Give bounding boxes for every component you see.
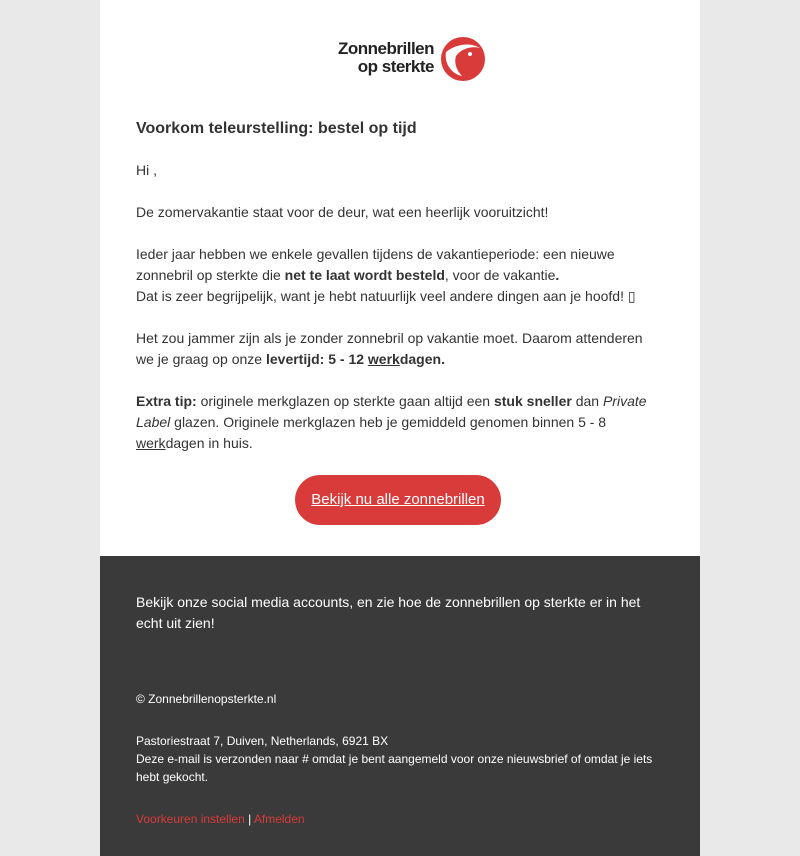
text-segment: Het zou jammer zijn als je zonder zonnebril op vakantie moet. Daarom attenderen we je graag op onze (136, 330, 643, 367)
preferences-link[interactable]: Voorkeuren instellen (136, 812, 245, 826)
view-all-sunglasses-button[interactable]: Bekijk nu alle zonnebrillen (295, 475, 500, 525)
paragraph-extra-tip (136, 391, 660, 454)
underlined-text: werk (367, 351, 400, 367)
paragraph-intro: De zomervakantie staat voor de deur, wat een heerlijk vooruitzicht! (136, 204, 549, 220)
logo-text (316, 40, 434, 76)
logo-line-2: op sterkte (357, 57, 434, 76)
emoji-icon: ▯ (627, 288, 636, 304)
logo-line-1: Zonnebrillen (338, 39, 434, 58)
bold-text: dagen. (399, 351, 445, 367)
social-media-text: Bekijk onze social media accounts, en zie hoe de zonnebrillen op sterkte er in het echt uit zien! (136, 594, 641, 631)
footer-content (136, 592, 660, 828)
bold-text: Extra tip: (136, 393, 197, 409)
bold-text: net te laat wordt besteld (284, 267, 445, 283)
greeting: Hi , (136, 162, 157, 178)
text-segment: Ieder jaar hebben we enkele gevallen tijdens de vakantieperiode: een nieuwe zonnebril op sterkte die (136, 246, 615, 283)
link-separator: | (244, 812, 254, 826)
paragraph-delivery-time (136, 328, 660, 370)
text-segment: originele merkglazen op sterkte gaan altijd een (196, 393, 494, 409)
email-container (100, 0, 700, 856)
text-segment: dan (571, 393, 603, 409)
unsubscribe-link[interactable]: Afmelden (253, 812, 305, 826)
bold-text: levertijd: 5 - 12 (265, 351, 368, 367)
email-content (136, 118, 660, 525)
bold-text: . (555, 267, 560, 283)
paragraph-late-orders (136, 244, 660, 307)
underlined-text: werk (136, 435, 166, 451)
email-title: Voorkom teleurstelling: bestel op tijd (136, 120, 417, 137)
text-segment: Dat is zeer begrijpelijk, want je hebt natuurlijk veel andere dingen aan je hoofd! (136, 288, 628, 304)
italic-text: Private Label (136, 393, 647, 430)
copyright-text: © Zonnebrillenopsterkte.nl (136, 692, 277, 706)
spacer (136, 708, 660, 732)
bold-text: stuk sneller (493, 393, 572, 409)
company-address: Pastoriestraat 7, Duiven, Netherlands, 6921 BX (136, 734, 389, 748)
text-segment: glazen. Originele merkglazen heb je gemiddeld genomen binnen 5 - 8 (170, 414, 607, 430)
text-segment: dagen in huis. (165, 435, 253, 451)
subscription-notice: Deze e-mail is verzonden naar # omdat je bent aangemeld voor onze nieuwsbrief of omdat je iets hebt gekocht. (136, 752, 653, 784)
sun-logo-icon (438, 36, 486, 82)
email-body (100, 0, 700, 556)
brand-logo[interactable] (316, 36, 486, 82)
text-segment: , voor de vakantie (444, 267, 556, 283)
email-footer (100, 556, 700, 856)
footer-links (136, 810, 660, 828)
cta-row (136, 475, 660, 525)
